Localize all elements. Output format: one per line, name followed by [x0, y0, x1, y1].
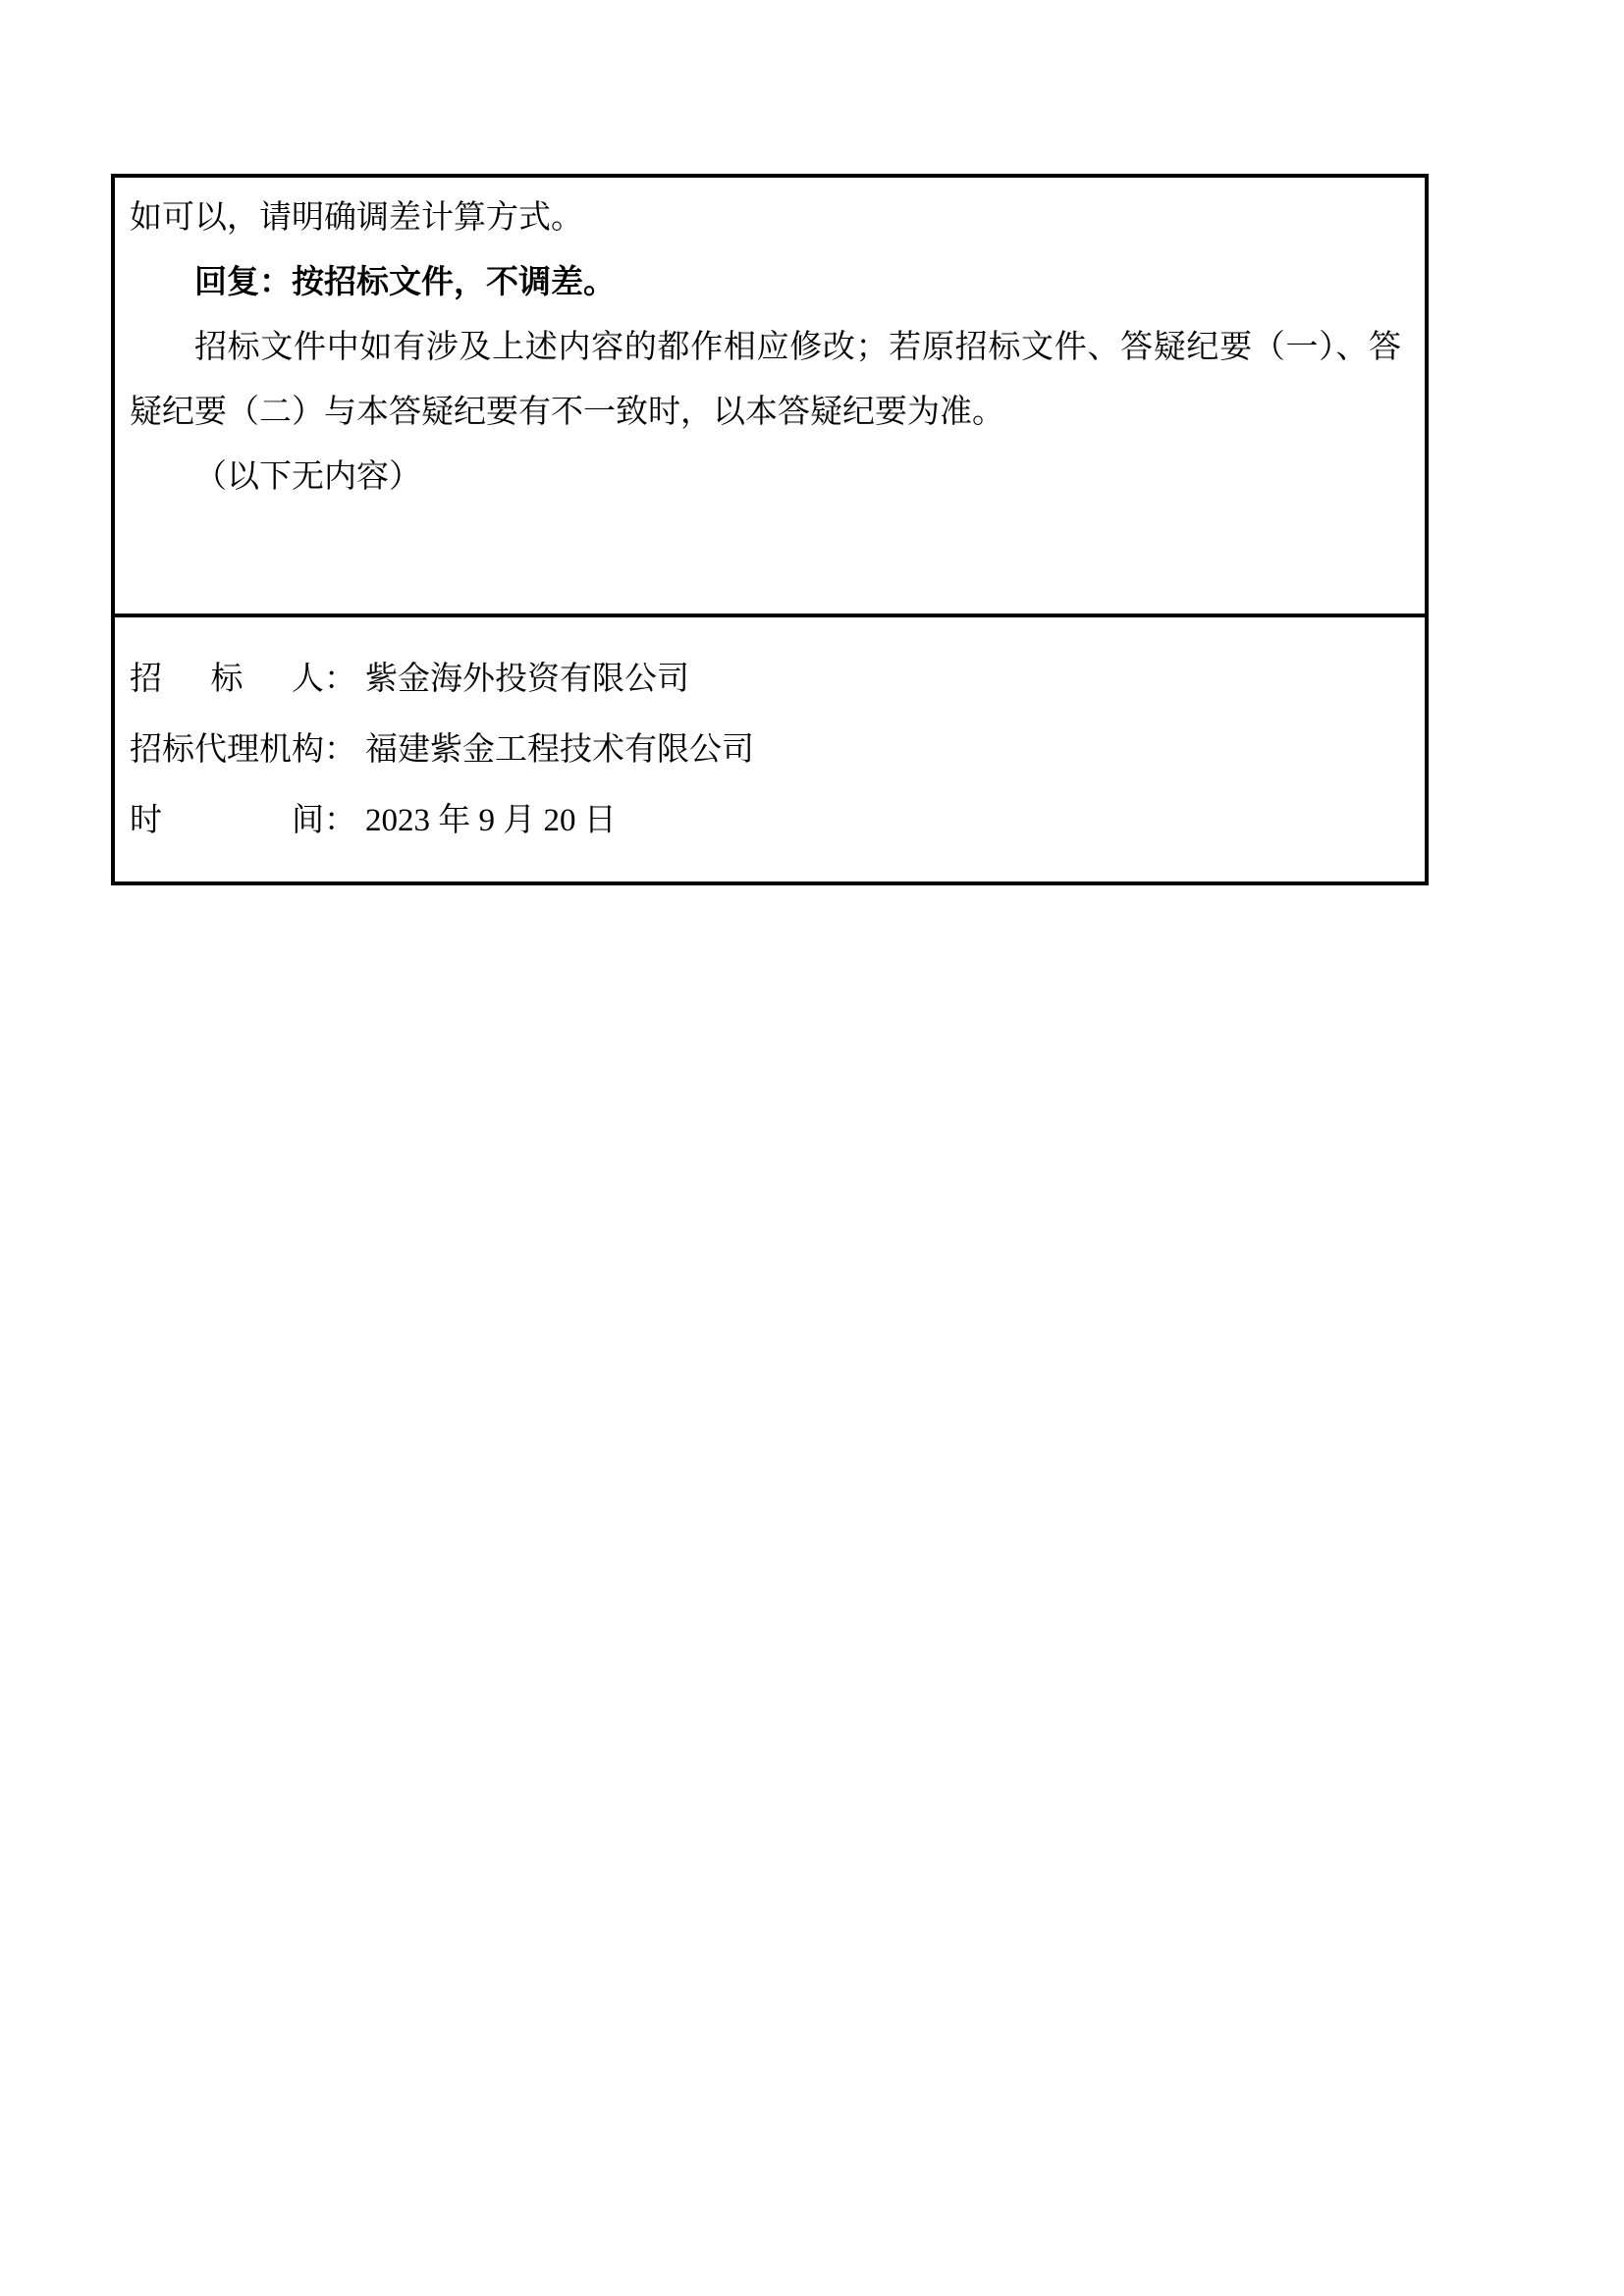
agency-label: 招标代理机构 [130, 732, 324, 768]
date-label: 时间 [130, 803, 324, 838]
tenderer-label: 招标人 [130, 662, 324, 697]
reply-text: 回复：按招标文件，不调差。 [194, 265, 616, 300]
carryover-text: 如可以，请明确调差计算方式。 [130, 200, 583, 236]
date-row [130, 785, 1401, 856]
answer-cell [115, 178, 1425, 617]
agency-value: 福建紫金工程技术有限公司 [365, 732, 754, 768]
date-colon: ： [324, 803, 356, 838]
end-note: （以下无内容） [194, 459, 421, 495]
tenderer-value: 紫金海外投资有限公司 [365, 662, 689, 697]
date-value: 2023 年 9 月 20 日 [365, 803, 617, 838]
signature-cell [115, 617, 1425, 881]
document-table [111, 174, 1429, 885]
tenderer-row [130, 644, 1401, 715]
agency-row [130, 715, 1401, 785]
tenderer-colon: ： [324, 662, 356, 697]
agency-colon: ： [324, 732, 356, 768]
modification-paragraph: 招标文件中如有涉及上述内容的都作相应修改；若原招标文件、答疑纪要（一）、答疑纪要（二）与本答疑纪要有不一致时，以本答疑纪要为准。 [130, 330, 1401, 430]
